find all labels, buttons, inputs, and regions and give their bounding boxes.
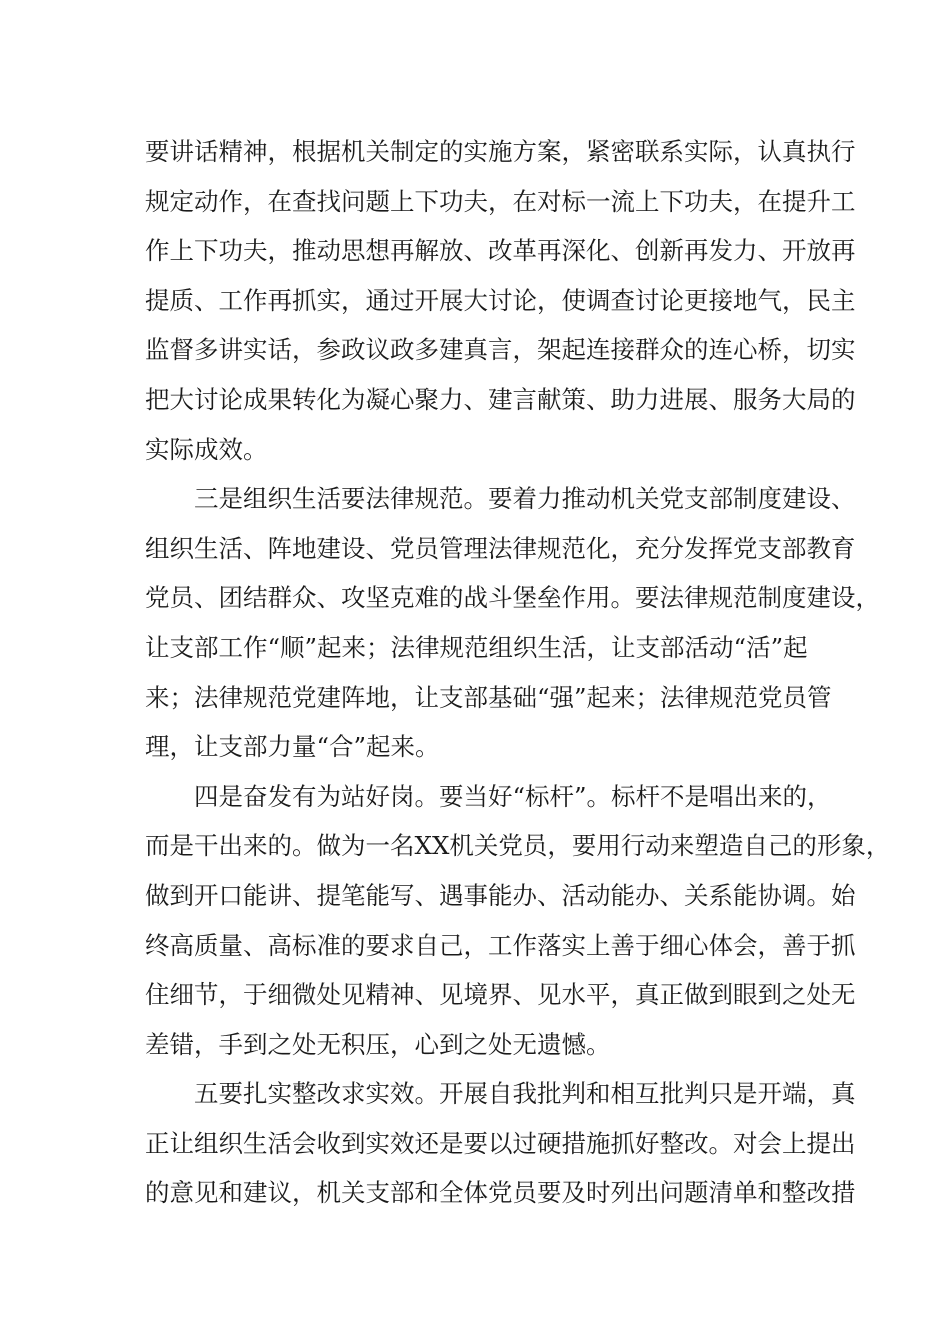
paragraph-3 xyxy=(145,772,891,1070)
text-line: 四是奋发有为站好岗。要当好“标杆”。标杆不是唱出来的， xyxy=(145,781,832,811)
text-line: 的意见和建议，机关支部和全体党员要及时列出问题清单和整改措 xyxy=(145,1178,856,1208)
text-line: 实际成效。 xyxy=(145,434,268,464)
text-line: 把大讨论成果转化为凝心聚力、建言献策、助力进展、服务大局的 xyxy=(145,384,856,414)
text-line: 五要扎实整改求实效。开展自我批判和相互批判只是开端，真 xyxy=(145,1079,856,1109)
text-line: 规定动作，在查找问题上下功夫，在对标一流上下功夫，在提升工 xyxy=(145,186,856,216)
text-line: 终高质量、高标准的要求自己，工作落实上善于细心体会，善于抓 xyxy=(145,930,856,960)
text-line: 要讲话精神，根据机关制定的实施方案，紧密联系实际，认真执行 xyxy=(145,137,856,166)
text-line: 监督多讲实话，参政议政多建真言，架起连接群众的连心桥，切实 xyxy=(145,335,856,365)
text-line: 来；法律规范党建阵地，让支部基础“强”起来；法律规范党员管 xyxy=(145,682,832,712)
text-line: 做到开口能讲、提笔能写、遇事能办、活动能办、关系能协调。始 xyxy=(145,880,856,910)
text-line: 理，让支部力量“合”起来。 xyxy=(145,732,440,762)
text-line: 住细节，于细微处见精神、见境界、见水平，真正做到眼到之处无 xyxy=(145,980,856,1010)
paragraph-1 xyxy=(145,127,856,474)
text-line: 提质、工作再抓实，通过开展大讨论，使调查讨论更接地气，民主 xyxy=(145,285,856,315)
document-body xyxy=(145,127,891,1218)
text-line: 正让组织生活会收到实效还是要以过硬措施抓好整改。对会上提出 xyxy=(145,1128,856,1158)
text-line: 组织生活、阵地建设、党员管理法律规范化，充分发挥党支部教育 xyxy=(145,533,856,563)
paragraph-2 xyxy=(145,474,880,772)
text-line: 差错，手到之处无积压，心到之处无遗憾。 xyxy=(145,1029,611,1059)
text-line: 让支部工作“顺”起来；法律规范组织生活，让支部活动“活”起 xyxy=(145,632,808,662)
text-line: 而是干出来的。做为一名XX机关党员，要用行动来塑造自己的形象， xyxy=(145,831,891,861)
paragraph-4 xyxy=(145,1069,856,1218)
text-line: 三是组织生活要法律规范。要着力推动机关党支部制度建设、 xyxy=(145,484,856,514)
text-line: 党员、团结群众、攻坚克难的战斗堡垒作用。要法律规范制度建设， xyxy=(145,583,880,613)
text-line: 作上下功夫，推动思想再解放、改革再深化、创新再发力、开放再 xyxy=(145,236,856,266)
